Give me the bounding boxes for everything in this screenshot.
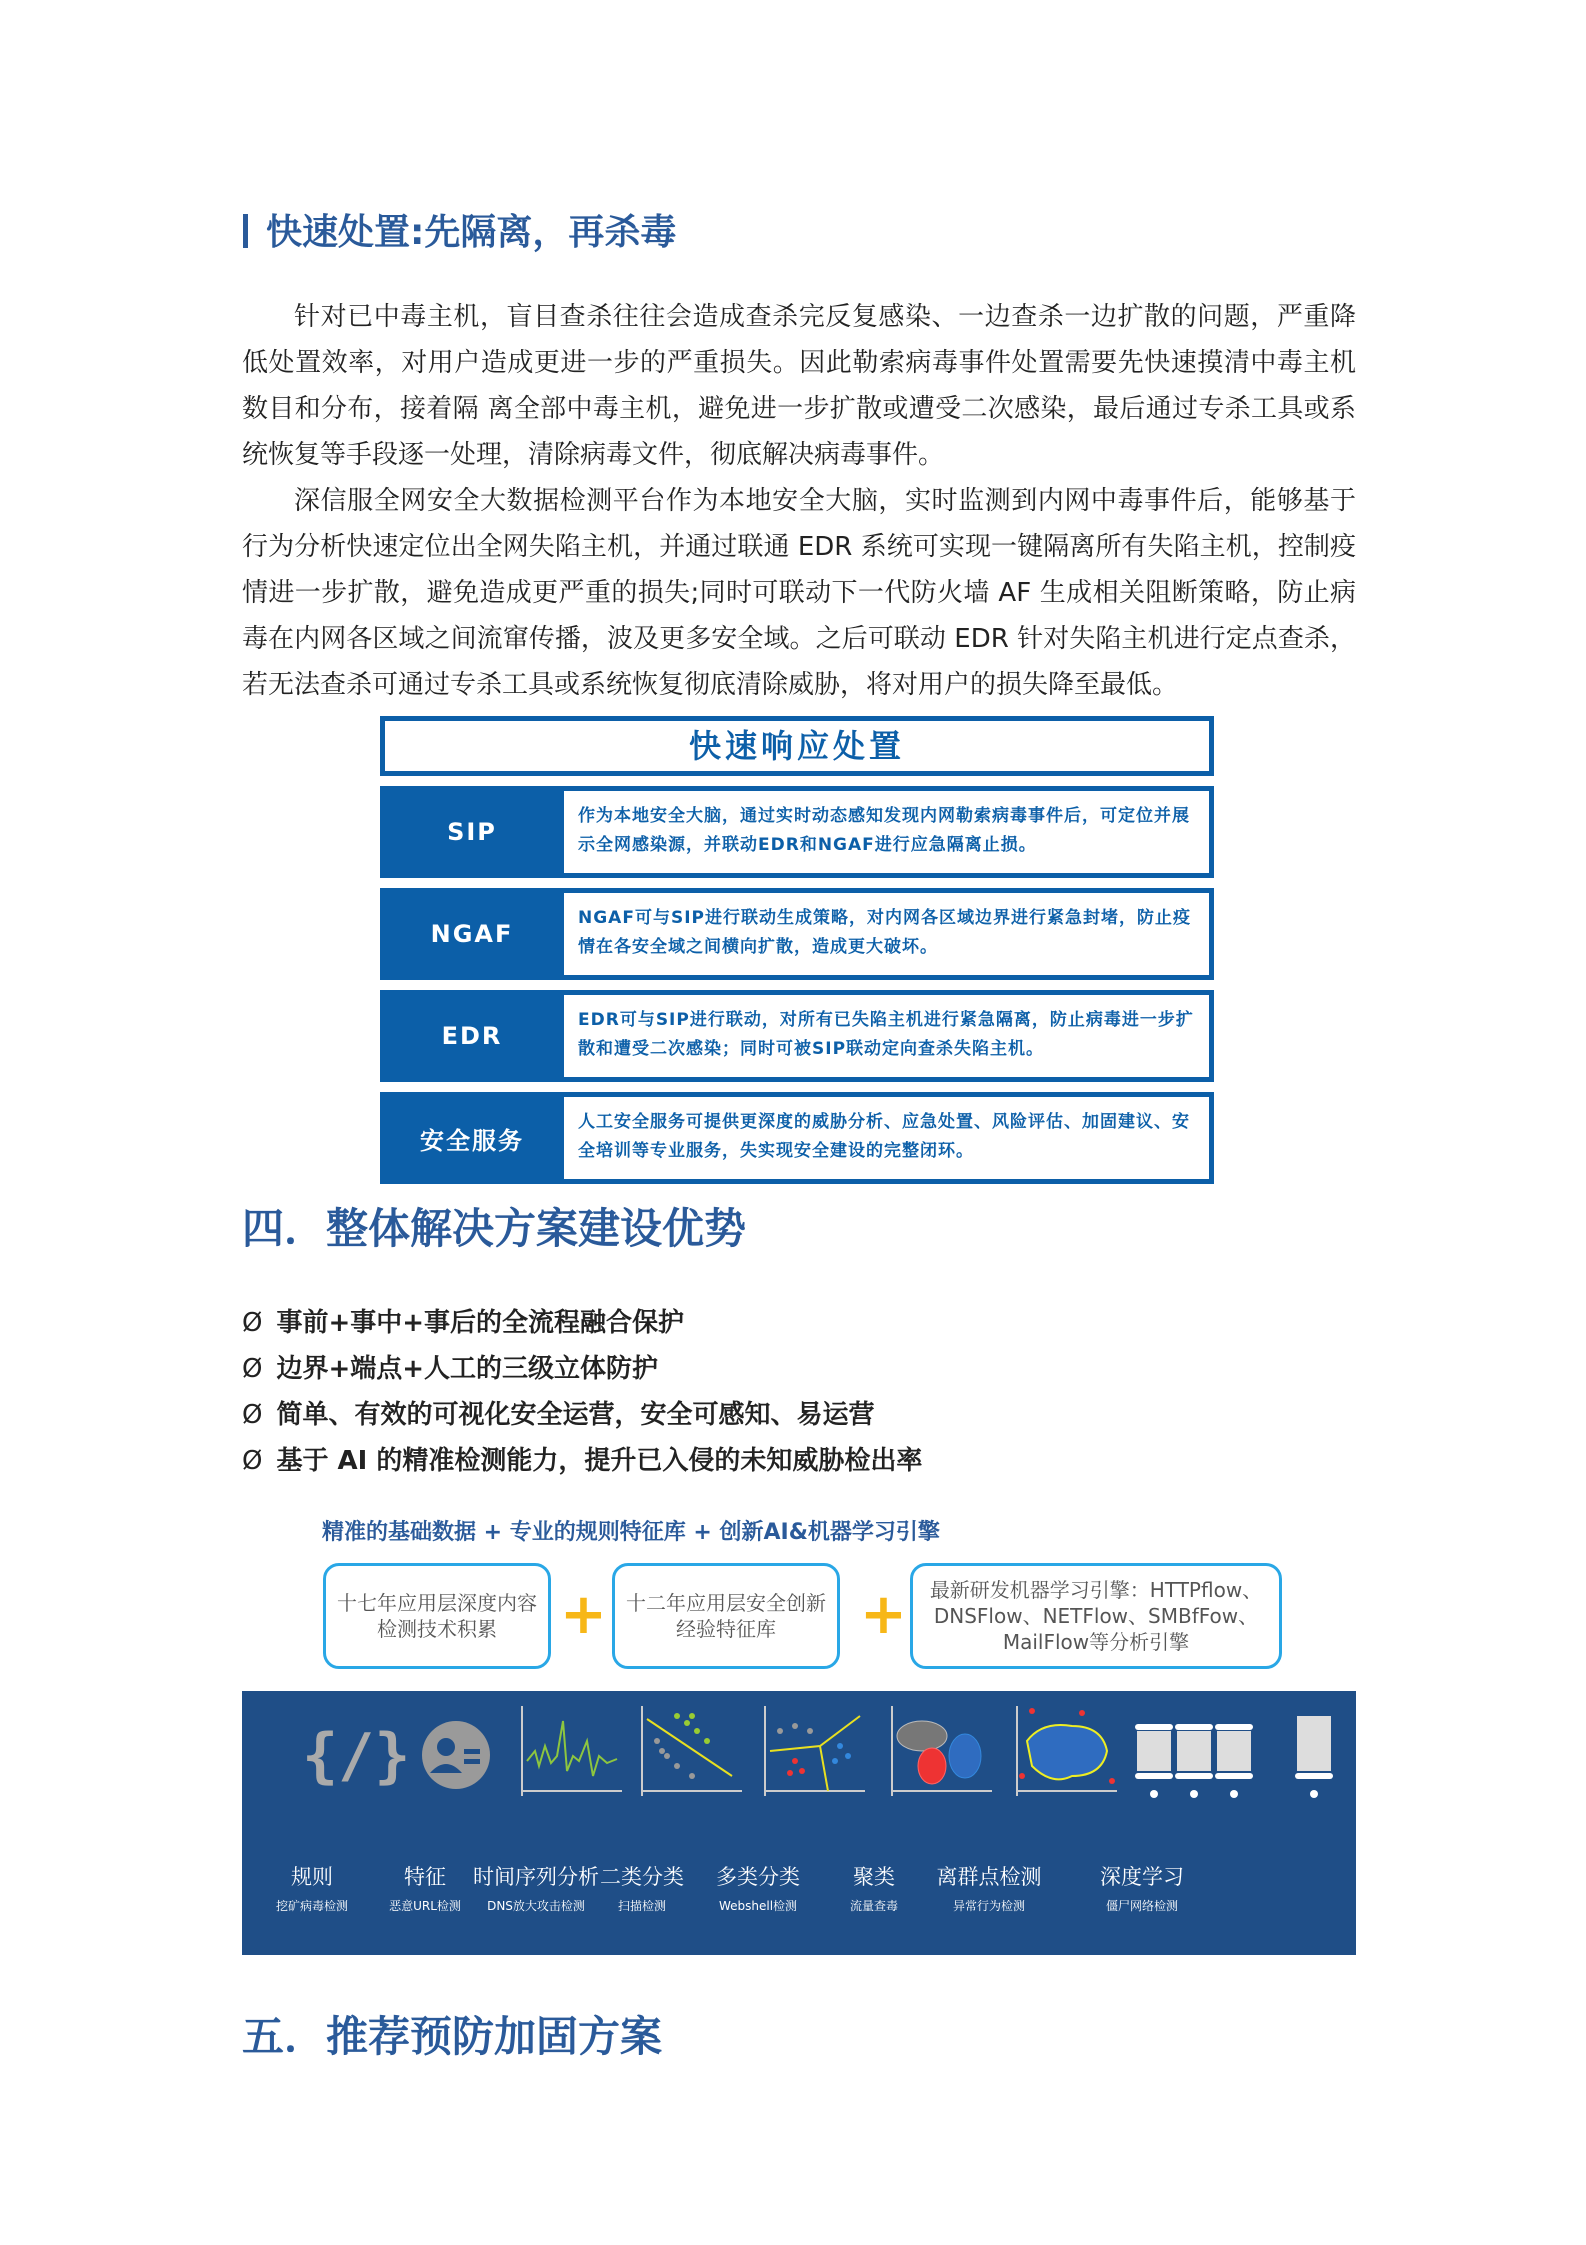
bullet-icon: Ø bbox=[242, 1354, 263, 1384]
list-item bbox=[242, 1300, 922, 1346]
row-label: NGAF bbox=[430, 920, 514, 948]
paragraph-1: 针对已中毒主机，盲目查杀往往会造成查杀完反复感染、一边查杀一边扩散的问题，严重降低处置效率，对用户造成更进一步的严重损失。因此勒索病毒事件处置需要先快速摸清中毒主机数目和分布，接着隔 离全部中毒主机，避免进一步扩散或遭受二次感染，最后通过专杀工具或系统恢复等手段逐一处理，清除病毒文件，彻底解决病毒事件。 bbox=[242, 302, 1356, 470]
table-row bbox=[380, 990, 1214, 1082]
section-heading-quick-disposal bbox=[243, 204, 676, 255]
bullet-icon: Ø bbox=[242, 1400, 263, 1430]
row-label: SIP bbox=[447, 818, 497, 846]
list-item bbox=[242, 1346, 922, 1392]
method-name: 时间序列分析 bbox=[473, 1865, 599, 1889]
bullet-icon: Ø bbox=[242, 1446, 263, 1476]
binary-classification-icon bbox=[637, 1701, 747, 1801]
method-subtitle: DNS放大攻击检测 bbox=[487, 1899, 585, 1913]
table-row bbox=[380, 786, 1214, 878]
section-5-heading: 五．推荐预防加固方案 bbox=[242, 2012, 663, 2061]
method-name: 规则 bbox=[291, 1865, 333, 1889]
method-name: 二类分类 bbox=[600, 1865, 684, 1889]
list-item bbox=[242, 1438, 922, 1484]
row-desc: EDR可与SIP进行联动，对所有已失陷主机进行紧急隔离，防止病毒进一步扩散和遭受二次感染；同时可被SIP联动定向查杀失陷主机。 bbox=[564, 995, 1209, 1077]
paragraph-2: 深信服全网安全大数据检测平台作为本地安全大脑，实时监测到内网中毒事件后，能够基于行为分析快速定位出全网失陷主机，并通过联通 EDR 系统可实现一键隔离所有失陷主机，控制疫情进一步扩散，避免造成更严重的损失;同时可联动下一代防火墙 AF 生成相关阻断策略，防止病毒在内网各区域之间流窜传播，波及更多安全域。之后可联动 EDR 针对失陷主机进行定点查杀，若无法查杀可通过专杀工具或系统恢复彻底清除威胁，将对用户的损失降至最低。 bbox=[242, 486, 1356, 700]
row-label: 安全服务 bbox=[420, 1126, 524, 1155]
bullet-text: 基于 AI 的精准检测能力，提升已入侵的未知威胁检出率 bbox=[276, 1446, 923, 1476]
method-subtitle: 扫描检测 bbox=[617, 1899, 666, 1913]
code-braces-icon bbox=[302, 1721, 411, 1791]
table-row bbox=[380, 1092, 1214, 1184]
response-table bbox=[380, 716, 1214, 1184]
heading-text: 快速处置:先隔离，再杀毒 bbox=[266, 212, 677, 253]
method-name: 聚类 bbox=[853, 1865, 895, 1889]
plus-icon: + bbox=[860, 1582, 907, 1647]
deep-learning-network-icon bbox=[1132, 1706, 1342, 1801]
box-deep-inspection: 十七年应用层深度内容检测技术积累 bbox=[323, 1563, 551, 1669]
bullet-icon: Ø bbox=[242, 1308, 263, 1338]
row-label: EDR bbox=[441, 1022, 503, 1050]
list-item bbox=[242, 1392, 922, 1438]
method-deep-learning bbox=[1072, 1861, 1212, 1914]
method-name: 深度学习 bbox=[1100, 1865, 1184, 1889]
graphic-title: 精准的基础数据 + 专业的规则特征库 + 创新AI&机器学习引擎 bbox=[322, 1520, 940, 1545]
section-4-heading: 四．整体解决方案建设优势 bbox=[242, 1204, 747, 1253]
method-subtitle: 恶意URL检测 bbox=[389, 1899, 461, 1913]
method-subtitle: 流量查毒 bbox=[849, 1899, 898, 1913]
clustering-icon bbox=[887, 1701, 997, 1801]
advantage-list bbox=[242, 1300, 922, 1484]
bullet-text: 边界+端点+人工的三级立体防护 bbox=[276, 1354, 659, 1384]
time-series-chart-icon bbox=[517, 1701, 627, 1801]
method-subtitle: 异常行为检测 bbox=[952, 1899, 1025, 1913]
row-desc: 人工安全服务可提供更深度的威胁分析、应急处置、风险评估、加固建议、安全培训等专业服务，失实现安全建设的完整闭环。 bbox=[564, 1097, 1209, 1179]
method-subtitle: Webshell检测 bbox=[718, 1899, 798, 1913]
row-desc: 作为本地安全大脑，通过实时动态感知发现内网勒索病毒事件后，可定位并展示全网感染源，并联动EDR和NGAF进行应急隔离止损。 bbox=[564, 791, 1209, 873]
table-title: 快速响应处置 bbox=[380, 716, 1214, 776]
box-ml-engine: 最新研发机器学习引擎：HTTPflow、DNSFlow、NETFlow、SMBfFow、MailFlow等分析引擎 bbox=[910, 1563, 1282, 1669]
method-name: 离群点检测 bbox=[936, 1865, 1042, 1889]
svg-text:{/}: {/} bbox=[302, 1721, 411, 1791]
method-subtitle: 僵尸网络检测 bbox=[1105, 1899, 1178, 1913]
method-name: 特征 bbox=[404, 1865, 446, 1889]
multi-class-classification-icon bbox=[760, 1701, 870, 1801]
bullet-text: 事前+事中+事后的全流程融合保护 bbox=[276, 1308, 685, 1338]
bullet-text: 简单、有效的可视化安全运营，安全可感知、易运营 bbox=[276, 1400, 875, 1430]
heading-bar bbox=[243, 214, 248, 248]
plus-icon: + bbox=[560, 1582, 607, 1647]
method-name: 多类分类 bbox=[716, 1865, 800, 1889]
row-desc: NGAF可与SIP进行联动生成策略，对内网各区域边界进行紧急封堵，防止疫情在各安全域之间横向扩散，造成更大破坏。 bbox=[564, 893, 1209, 975]
outlier-detection-icon bbox=[1012, 1701, 1122, 1801]
method-subtitle: 挖矿病毒检测 bbox=[275, 1899, 348, 1913]
detection-methods-panel bbox=[242, 1691, 1356, 1955]
method-outlier-detection bbox=[919, 1861, 1059, 1914]
user-profile-icon bbox=[420, 1719, 492, 1791]
table-row bbox=[380, 888, 1214, 980]
box-signature-library: 十二年应用层安全创新经验特征库 bbox=[612, 1563, 840, 1669]
